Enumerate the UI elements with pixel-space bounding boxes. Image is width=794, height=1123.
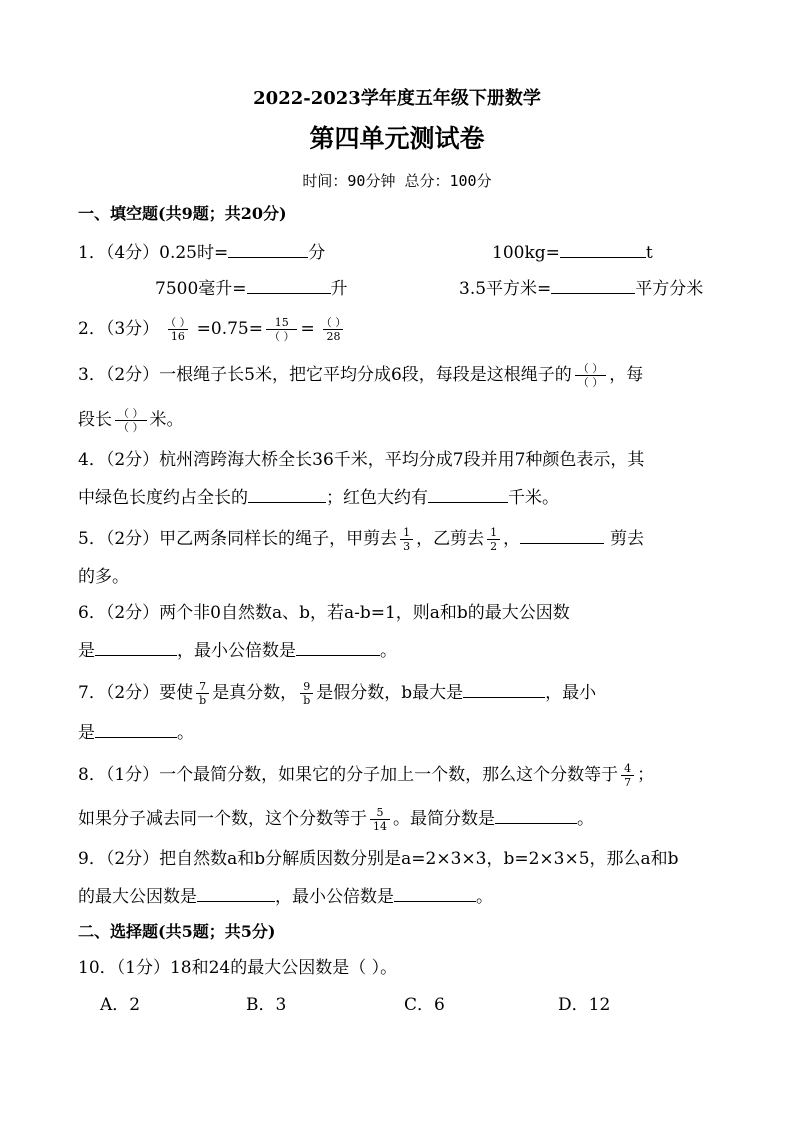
answer-blank[interactable] bbox=[247, 276, 331, 294]
question-4-line-1: 4．（2分）杭州湾跨海大桥全长36千米，平均分成7段并用7种颜色表示，其 bbox=[78, 450, 645, 470]
question-9-text: 。 bbox=[476, 887, 493, 907]
question-1-part-d bbox=[459, 276, 703, 300]
fraction-numerator: 1 bbox=[490, 526, 498, 539]
question-2-prefix: 2．（3分） bbox=[78, 319, 160, 339]
fraction-denominator: （ ） bbox=[575, 375, 607, 389]
question-5-text: 剪去 bbox=[610, 529, 645, 549]
question-8-text: 。最简分数是 bbox=[393, 809, 495, 829]
question-1-part-a bbox=[78, 240, 325, 264]
question-1-part-c bbox=[155, 276, 348, 300]
fraction-numerator: 4 bbox=[624, 762, 632, 775]
question-9-line-1: 9．（2分）把自然数a和b分解质因数分别是a=2×3×3，b=2×3×5，那么a和b bbox=[78, 849, 679, 869]
question-4-text: ；红色大约有 bbox=[326, 488, 428, 508]
fraction-numerator: 7 bbox=[199, 680, 207, 693]
answer-blank[interactable] bbox=[228, 240, 308, 258]
question-3-text: 3．（2分）一根绳子长5米，把它平均分成6段，每段是这根绳子的 bbox=[78, 365, 572, 385]
question-1-prefix: 1．（4分）0.25时= bbox=[78, 243, 229, 263]
question-7-text: 7．（2分）要使 bbox=[78, 683, 194, 703]
question-8-text: 8．（1分）一个最简分数，如果它的分子加上一个数，那么这个分数等于 bbox=[78, 765, 619, 785]
fraction bbox=[266, 316, 298, 343]
question-8-text: 如果分子减去同一个数，这个分数等于 bbox=[78, 809, 367, 829]
exam-title-line2: 第四单元测试卷 bbox=[309, 124, 485, 153]
choice-option-a[interactable]: A．2 bbox=[100, 995, 141, 1015]
question-9-line-2 bbox=[78, 884, 493, 908]
question-8-line-1 bbox=[78, 762, 654, 789]
fraction-numerator[interactable]: （ ） bbox=[165, 316, 191, 329]
fraction-numerator: 15 bbox=[274, 316, 289, 329]
question-5-text: ，乙剪去 bbox=[416, 529, 485, 549]
question-8-line-2 bbox=[78, 806, 594, 833]
question-4-text: 千米。 bbox=[508, 488, 559, 508]
fraction-numerator: 1 bbox=[403, 526, 411, 539]
question-3-line-2 bbox=[78, 407, 184, 434]
fraction[interactable] bbox=[115, 407, 147, 434]
fraction-numerator: 9 bbox=[303, 680, 311, 693]
answer-blank[interactable] bbox=[248, 485, 326, 503]
question-5-text: ， bbox=[503, 529, 521, 549]
question-3-text: 米。 bbox=[149, 410, 184, 430]
equation-text: =0.75= bbox=[196, 319, 263, 339]
question-7-text: 是真分数， bbox=[212, 683, 298, 703]
fraction-numerator: （ ） bbox=[118, 407, 144, 420]
question-1-label-b: 100kg= bbox=[492, 243, 560, 263]
question-6-text: 是 bbox=[78, 641, 95, 661]
question-1-part-b bbox=[492, 240, 653, 264]
fraction-denominator[interactable]: （ ） bbox=[266, 329, 298, 343]
answer-blank[interactable] bbox=[95, 638, 177, 656]
equation-text: = bbox=[300, 319, 315, 339]
question-7-line-1 bbox=[78, 680, 596, 707]
fraction bbox=[300, 680, 313, 707]
choice-option-c[interactable]: C．6 bbox=[404, 995, 445, 1015]
answer-blank[interactable] bbox=[463, 680, 545, 698]
question-3-text: ，每 bbox=[609, 365, 644, 385]
answer-blank[interactable] bbox=[197, 884, 275, 902]
choice-option-b[interactable]: B．3 bbox=[246, 995, 287, 1015]
question-6-text: ，最小公倍数是 bbox=[177, 641, 296, 661]
time-score-line: 时间：90分钟 总分：100分 bbox=[302, 172, 492, 190]
fraction-denominator: 7 bbox=[621, 775, 634, 789]
fraction[interactable] bbox=[575, 362, 607, 389]
answer-blank[interactable] bbox=[560, 240, 646, 258]
answer-blank[interactable] bbox=[495, 806, 577, 824]
fraction-numerator: （ ） bbox=[577, 362, 604, 375]
section-heading-multiple-choice: 二、选择题(共5题；共5分) bbox=[78, 922, 276, 941]
question-2 bbox=[78, 316, 352, 343]
answer-blank[interactable] bbox=[428, 485, 508, 503]
answer-blank[interactable] bbox=[520, 526, 604, 544]
fraction-numerator[interactable]: （ ） bbox=[320, 316, 347, 329]
question-7-text: 是 bbox=[78, 723, 95, 743]
fraction-denominator: 14 bbox=[370, 819, 390, 833]
fraction-denominator: b bbox=[196, 693, 209, 707]
unit-label: 平方分米 bbox=[635, 279, 704, 299]
question-8-text: ； bbox=[637, 765, 655, 785]
unit-label: 分 bbox=[308, 243, 326, 263]
question-9-text: ，最小公倍数是 bbox=[275, 887, 394, 907]
exam-title-line1: 2022-2023学年度五年级下册数学 bbox=[253, 88, 541, 109]
question-9-text: 的最大公因数是 bbox=[78, 887, 197, 907]
fraction bbox=[318, 316, 350, 343]
question-6-text: 。 bbox=[380, 641, 397, 661]
question-7-text: 。 bbox=[177, 723, 194, 743]
fraction-denominator: 2 bbox=[487, 539, 500, 553]
fraction bbox=[487, 526, 500, 553]
answer-blank[interactable] bbox=[551, 276, 635, 294]
section-heading-fill-in: 一、填空题(共9题；共20分) bbox=[78, 204, 287, 223]
question-6-line-2 bbox=[78, 638, 397, 662]
fraction-denominator: （ ） bbox=[115, 420, 147, 434]
question-6-line-1: 6．（2分）两个非0自然数a、b，若a-b=1，则a和b的最大公因数 bbox=[78, 603, 570, 623]
fraction-denominator: 16 bbox=[168, 329, 188, 343]
fraction-denominator: b bbox=[300, 693, 313, 707]
fraction bbox=[400, 526, 413, 553]
question-4-text: 中绿色长度约占全长的 bbox=[78, 488, 248, 508]
question-10: 10．（1分）18和24的最大公因数是（ ）。 bbox=[78, 958, 398, 978]
question-1-label-d: 3.5平方米= bbox=[459, 279, 552, 299]
fraction-numerator: 5 bbox=[376, 806, 384, 819]
question-4-line-2 bbox=[78, 485, 559, 509]
question-3-text: 段长 bbox=[78, 410, 112, 430]
fraction bbox=[370, 806, 390, 833]
question-7-text: ，最小 bbox=[545, 683, 597, 703]
fraction bbox=[196, 680, 209, 707]
answer-blank[interactable] bbox=[394, 884, 476, 902]
question-5-line-2: 的多。 bbox=[78, 567, 129, 587]
question-7-line-2 bbox=[78, 720, 194, 744]
question-5-text: 5．（2分）甲乙两条同样长的绳子，甲剪去 bbox=[78, 529, 398, 549]
question-1-label-c: 7500毫升= bbox=[155, 279, 247, 299]
fraction-denominator: 3 bbox=[400, 539, 413, 553]
answer-blank[interactable] bbox=[296, 638, 380, 656]
fraction-denominator: 28 bbox=[323, 329, 343, 343]
choice-option-d[interactable]: D．12 bbox=[558, 995, 611, 1015]
unit-label: t bbox=[645, 243, 653, 263]
unit-label: 升 bbox=[330, 279, 348, 299]
question-7-text: 是假分数，b最大是 bbox=[316, 683, 464, 703]
question-8-text: 。 bbox=[577, 809, 594, 829]
question-3-line-1 bbox=[78, 362, 643, 389]
fraction bbox=[621, 762, 634, 789]
question-5-line-1 bbox=[78, 526, 644, 553]
fraction bbox=[162, 316, 194, 343]
answer-blank[interactable] bbox=[95, 720, 177, 738]
